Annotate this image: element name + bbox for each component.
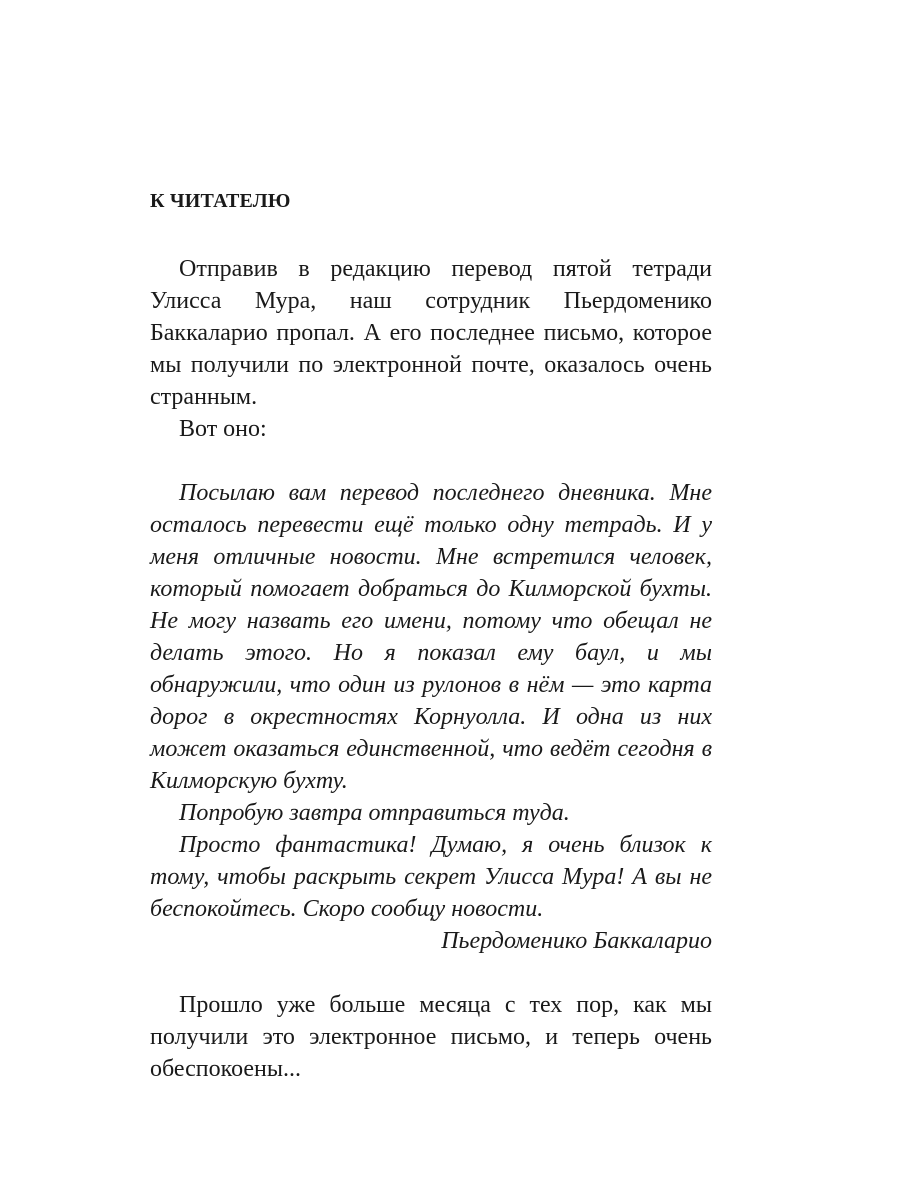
spacer — [150, 445, 712, 477]
letter-paragraph-1: Посылаю вам перевод последнего дневника. Мне осталось перевести ещё только одну тетрадь. И у меня отличные новости. Мне встретился человек, который помогает добраться до Килморской бухты. Не могу назвать его имени, потому что обещал не делать этого. Но я показал ему баул, и мы обнаружили, что один из рулонов в нём — это карта дорог в окрестностях Корнуолла. И одна из них может оказаться единственной, что ведёт сегодня в Килморскую бухту. — [150, 480, 712, 794]
letter-paragraph-3: Просто фантастика! Думаю, я очень близок к тому, чтобы раскрыть секрет Улисса Мура! А вы не беспокойтесь. Скоро сообщу новости. — [150, 832, 712, 922]
letter-signature: Пьердоменико Баккаларио — [441, 928, 712, 954]
book-page — [150, 185, 712, 1085]
intro-paragraph-2: Вот оно: — [179, 416, 267, 442]
spacer — [150, 957, 712, 989]
page-title: К ЧИТАТЕЛЮ — [150, 190, 291, 212]
intro-paragraph-1: Отправив в редакцию перевод пятой тетради Улисса Мура, наш сотрудник Пьердоменико Баккаларио пропал. А его последнее письмо, которое мы получили по электронной почте, оказалось очень странным. — [150, 256, 712, 410]
letter-paragraph-2: Попробую завтра отправиться туда. — [179, 800, 570, 826]
closing-paragraph: Прошло уже больше месяца с тех пор, как мы получили это электронное письмо, и теперь очень обеспокоены... — [150, 992, 712, 1082]
